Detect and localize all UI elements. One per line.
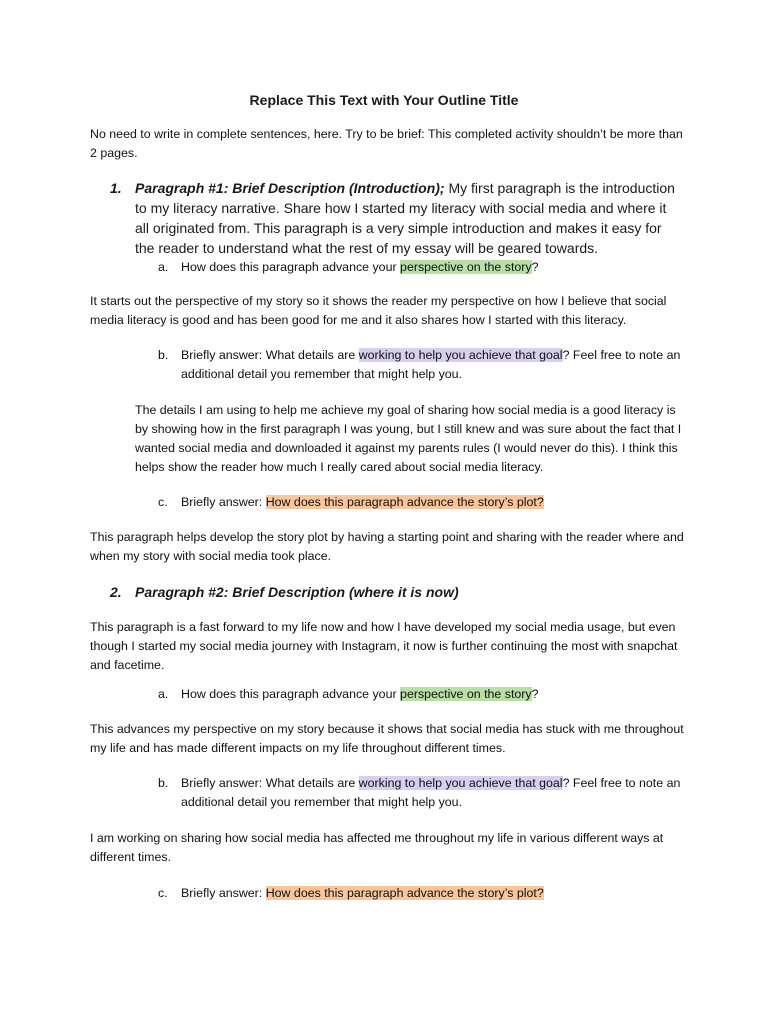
paragraph-2-body: This paragraph is a fast forward to my life now and how I have developed my social media usage, but even though I started my social media journey with Instagram, it now is further continuing the most with snapchat and facetime. <box>90 620 678 672</box>
paragraph-2-heading-bold: Paragraph #2: Brief Description (where it is now) <box>135 584 459 600</box>
question-text-end: ? Feel free to note an additional detail you remember that might help you. <box>181 776 681 809</box>
highlight-plot: How does this paragraph advance the story’s plot? <box>265 886 544 900</box>
highlight-plot: How does this paragraph advance the story’s plot? <box>265 495 544 509</box>
paragraph-1-question-b <box>158 346 688 386</box>
question-text-end: ? <box>531 260 539 274</box>
list-letter: a. <box>158 260 169 274</box>
question-text-end: ? Feel free to note an additional detail you remember that might help you. <box>181 348 681 381</box>
highlight-perspective: perspective on the story <box>400 687 532 701</box>
paragraph-1-answer-b: The details I am using to help me achieve my goal of sharing how social media is a good literacy is by showing how in the first paragraph I was young, but I still knew and was sure about the fact that I wanted social media and downloaded it against my parents rules (I would never do this). I think this helps show the reader how much I really cared about social media literacy. <box>135 403 682 474</box>
question-text: How does this paragraph advance your <box>181 687 401 701</box>
question-text: Briefly answer: What details are <box>181 776 359 790</box>
paragraph-2-answer-b: I am working on sharing how social media has affected me throughout my life in various different ways at different times. <box>90 831 664 864</box>
list-letter: c. <box>158 495 168 509</box>
paragraph-2-number: 2. <box>110 584 122 600</box>
paragraph-1-heading <box>110 178 680 258</box>
question-text: Briefly answer: <box>181 495 266 509</box>
paragraph-1-heading-bold: Paragraph #1: Brief Description (Introduction); <box>135 180 445 196</box>
question-text: Briefly answer: What details are <box>181 348 359 362</box>
paragraph-1-answer-a: It starts out the perspective of my story so it shows the reader my perspective on how I believe that social media literacy is good and has been good for me and it also shares how I started with this literacy. <box>90 294 667 327</box>
paragraph-2-question-b <box>158 774 688 814</box>
paragraph-1-heading-rest: My first paragraph is the introduction to my literacy narrative. Share how I started my literacy with social media and where it all originated from. This paragraph is a very simple introduction and makes it easy for the reader to understand what the rest of my essay will be geared towards. <box>135 180 675 256</box>
question-text: Briefly answer: <box>181 886 266 900</box>
highlight-goal: working to help you achieve that goal <box>358 776 563 790</box>
highlight-goal: working to help you achieve that goal <box>358 348 563 362</box>
list-letter: b. <box>158 348 169 362</box>
intro-text: No need to write in complete sentences, here. Try to be brief: This completed activity shouldn’t be more than 2 pages. <box>90 127 683 160</box>
list-letter: b. <box>158 776 169 790</box>
paragraph-2-heading <box>110 582 680 604</box>
list-letter: a. <box>158 687 169 701</box>
paragraph-2-answer-a: This advances my perspective on my story because it shows that social media has stuck with me throughout my life and has made different impacts on my life throughout different times. <box>90 722 684 755</box>
question-text: How does this paragraph advance your <box>181 260 401 274</box>
question-text-end: ? <box>531 687 539 701</box>
highlight-perspective: perspective on the story <box>400 260 532 274</box>
paragraph-1-answer-c: This paragraph helps develop the story plot by having a starting point and sharing with the reader where and when my story with social media took place. <box>90 530 684 563</box>
paragraph-1-number: 1. <box>110 180 122 196</box>
page-title: Replace This Text with Your Outline Title <box>249 92 519 108</box>
list-letter: c. <box>158 886 168 900</box>
